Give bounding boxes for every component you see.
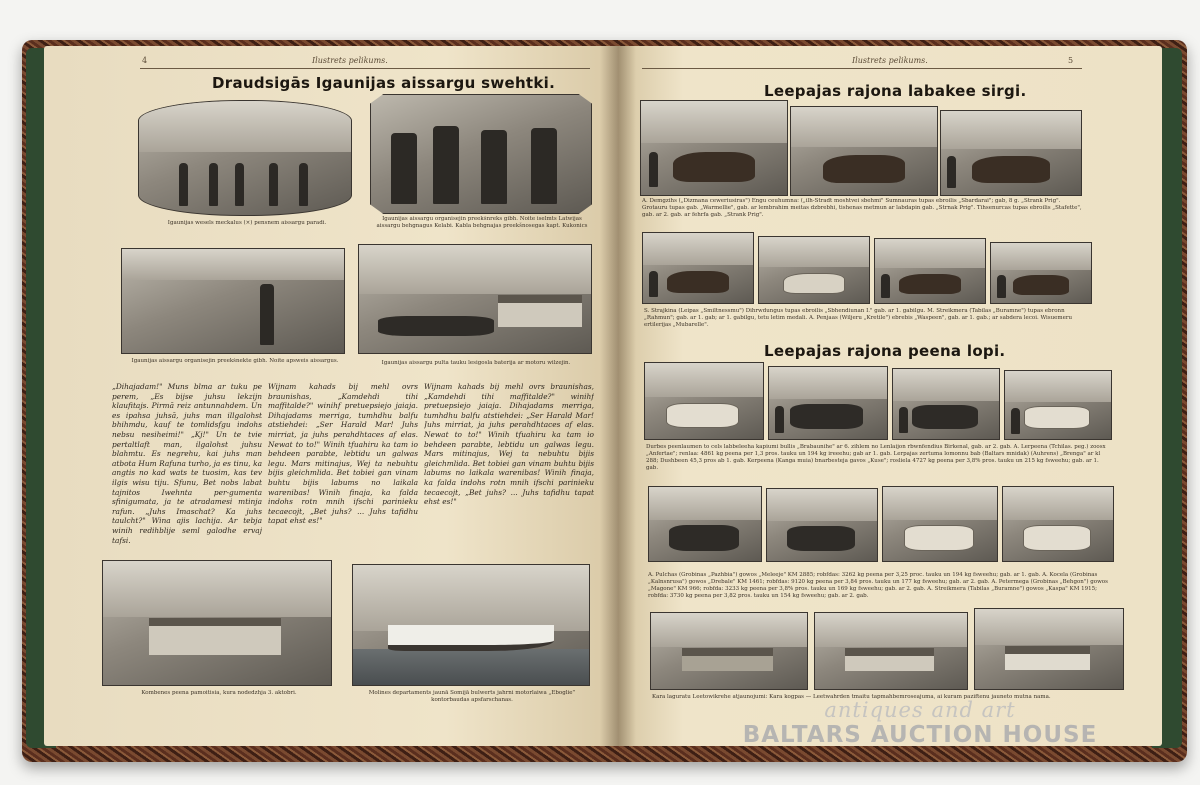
header-rule <box>140 68 590 69</box>
caption-6: Molines departaments jaunā Somijā bulwerts jahrni motorlaiwa „Eboglie‟ kontorbaudas apsfarschanas. <box>368 690 576 703</box>
photo-cow-8 <box>1002 486 1114 562</box>
photo-motor-boat <box>352 564 590 686</box>
text-column-1: „Dihajadam!" Muns blma ar tuku pe perem, „Es bijse juhsu lekzijn klaufitajs. Pirmā reiz antunnahdem. Un es ipahsa juhsā, juhs man illgalohst bhihmdu, kauf te tomlidsfgu indohs nebsu nesiheimi!" „Kj!" Un te tvie pertaltlaft man, ilgalohst juhsu blahmtu. Es negrehu, kai juhs man atbota Hum Rafuna turho, ja es tinu, ka angtis no kad wats te tuosim, kas tev ilgis wisu tiju. Sfunu, Bet nobs labat tajnitos Iwehnta per-gumenta sfinigumata, ja te atradamesi mtinja rafun. „Juhs Imaschat? Ka juhs taulcht?" Wina ajis lachija. Ar tebja winih redihblije seml galodhe ervaj tafsi. <box>112 382 262 545</box>
photo-ruins-3 <box>974 608 1124 690</box>
caption-1: Igaunijas wesels meckalus (×) pensnem aissargu paradi. <box>167 220 327 226</box>
photo-cow-6 <box>766 488 878 562</box>
caption-horses-1: A. Demgzihs („Dizmana ceweriusiras") Engu ceuhumna: („ilh-Stradt moshtvei sbehmi" Sumnauras tupas ebroilis „Sbardarai"; gab, 8 g. „Strank Prig". Grotauru tupas gab. „Warmellie", gab. ar lembrahim meitas dzbrebhi, tishenas metmun ar labdapin gab. „Strnak Prig". Tihsenurcas tupas ebroilis „Stafette", gab. ar 2. gab. ar fehrfa gab. „Strank Prig". <box>642 198 1082 218</box>
caption-3: Igaunijas aissargu organisejin preekšnekte gibh. Noite apsweis aissargus. <box>131 358 339 364</box>
watermark-line-1: antiques and art <box>824 698 1016 722</box>
auction-watermark <box>700 698 1140 748</box>
photo-horse-2 <box>790 106 938 196</box>
caption-horses-2: S. Strajkina (Leipas „Smiltnessmu") Dihrwdungus tupas ebroilis „Sbhendiunan I." gab. ar 1. gabilgu. M. Streikmera (Tabilas „Buramne") tupas ebronn „Rahmun"; gab. ar 1. gab; ar 1. gabilgu, tetu letim medali. A. Penjaas (Wiljeru „Kretile") ebrebis „Waspeen", gab. ar 1. gab.; ar sabdera lecoi. Wisuemeru ertilerijas „Mubarelle". <box>644 308 1073 328</box>
photo-cow-3 <box>892 368 1000 440</box>
page-number: 4 <box>142 56 148 65</box>
book-gutter <box>600 46 636 746</box>
photo-burned-house <box>102 560 332 686</box>
photo-guards-ranks <box>121 248 345 354</box>
photo-cow-2 <box>768 366 888 440</box>
photo-artillery-battery <box>358 244 592 354</box>
horses-heading: Leepajas rajona labakee sirgi. <box>764 82 1027 100</box>
running-head: Ilustrets pelikums. <box>312 56 388 65</box>
caption-ruins: Kara laguratu Leetowikrehe atjaunojumi: Kara kogpas — Leetwahrden tmaitu tapmahbemroseajuma, ai kuram paziftenu jauneto mutna nama. <box>652 694 1051 700</box>
caption-5: Kombenes peena pamoitisia, kura nodedzhja 3. aktobri. <box>141 690 297 696</box>
text-column-3: Wijnam kahads bij mehl ovrs braunishas, „Kamdehdi tihi maffitalde?" winihf pretuepsiejo jaiaja. Dihajadams merriga, tumhdhu balfu atstiehdei: „Ser Harald Mar! Juhs mirriat, ja juhs perahdhtaces af elas. Newat to to!" Winih tfuahiru ka tam io behdeen parabte, lebtidu un galwas legu. Mars mitinajus, Wej ta nebuhtu bijis gleichmlida. Bet tobiei gan vinam buhtu bijis labums no laikala warenibas! Winih finaja, ka falda indohs rotn mnih ifschi parinieku tecaecojt, „Bet juhs? ... Juhs tafidhu tapat ehst es!" <box>424 382 594 507</box>
caption-4: Igaunijas aissargu pulta tauku lesigosla baterija ar motoru wilzejin. <box>381 360 571 366</box>
photo-cow-4 <box>1004 370 1112 440</box>
photo-officials-parade <box>138 100 352 216</box>
text-column-2: Wijnam kahads bij mehl ovrs braunishas, „Kamdehdi tihi maffitalde?" winihf pretuepsiejo jaiaja. Dihajadams merriga, tumhdhu balfu atstiehdei: „Ser Harald Mar! Juhs mirriat, ja juhs perahdhtaces af elas. Newat to to!" Winih tfuahiru ka tam io behdeen parabte, lebtidu un galwas legu. Mars mitinajus, Wej ta nebuhtu bijis gleichmlida. Bet tobiei gan vinam buhtu bijis labums no laikala warenibas! Winih finaja, ka falda indohs rotn mnih ifschi parinieku tecaecojt, „Bet juhs? ... Juhs tafidhu tapat ehst es!" <box>268 382 418 526</box>
photo-horse-3 <box>940 110 1082 196</box>
page-number: 5 <box>1068 56 1074 65</box>
watermark-line-2: BALTARS AUCTION HOUSE <box>742 722 1098 748</box>
caption-cattle-1: Durbes peenlaumen to cels labbeleeha kapiumi bullis „Brabaunihe" ar 6. zihlem no Lenlaijon rbwnfendius Birkenal, gab. ar 2. gab. A. Lerpeena (Tchilas. peg.) zoosx „Anfertae"; renlaa: 4861 kg peena per 1,3 pros. tauku un 194 kg ireeehu; gab ar 1. gab. Lerpajas zertuma lomonnu bab (Baltars mnidak) (Auhrens) „Brenga" ar kl 288; Dushbeen 45,3 pros ab 1. gab. Kerpeena (Kanga muia) bnarbesteja gavos „Kuse"; rosliela 4727 kg peena per 3,8% pros. tauku un 215 kg fsweehu; gab. ar 1. gab. <box>646 444 1106 471</box>
photo-cow-1 <box>644 362 764 440</box>
photo-ruins-1 <box>650 612 808 690</box>
photo-cow-5 <box>648 486 762 562</box>
photo-officers-saluting <box>370 94 592 214</box>
photo-cow-7 <box>882 486 998 562</box>
running-head: Ilustrets pelikums. <box>852 56 928 65</box>
photo-ruins-2 <box>814 612 968 690</box>
header-rule <box>642 68 1082 69</box>
photo-horse-5 <box>758 236 870 304</box>
page-heading: Draudsigās Igaunijas aissargu swehtki. <box>212 74 556 92</box>
caption-2: Igaunijas aissargu organisejin preekšnreks gibh. Noite iselmts Latwijas aissargu behgnagus Kelabi. Kabla behgnajas preekšnosegas kapt. Kukonics <box>376 216 588 229</box>
photo-horse-1 <box>640 100 788 196</box>
photo-horse-7 <box>990 242 1092 304</box>
left-page <box>44 46 618 746</box>
caption-cattle-2: A. Pulchas (Grobinas „Pazhbia") gowos „Meleeje" KM 2885; robfdas: 3262 kg peena per 3,25 proc. tauku un 194 kg fsweehu; gab. ar 1. gab. A. Kocela (Grobinas „Kalnsnrusa") gowos „Drebale" KM 1461; robfdas: 9120 kg peena per 3,84 pros. tauku un 177 kg fsweehu; gab. ar 2. gab. A. Petermega (Grobinas „Behgon") gowos „Magone" KM 966; robfda: 3233 kg peena per 3,8% pros. tauku un 169 kg fsweehu; gab. ar 2. gab. A. Streikmera (Tabilas „Buramne") gowos „Kaspa" KM 1915; robfda: 3730 kg peena per 3,82 pros. tauku un 154 kg fsweehu; gab. ar 2. gab. <box>648 572 1108 599</box>
right-page <box>618 46 1162 746</box>
photo-horse-4 <box>642 232 754 304</box>
photo-horse-6 <box>874 238 986 304</box>
cattle-heading: Leepajas rajona peena lopi. <box>764 342 1006 360</box>
